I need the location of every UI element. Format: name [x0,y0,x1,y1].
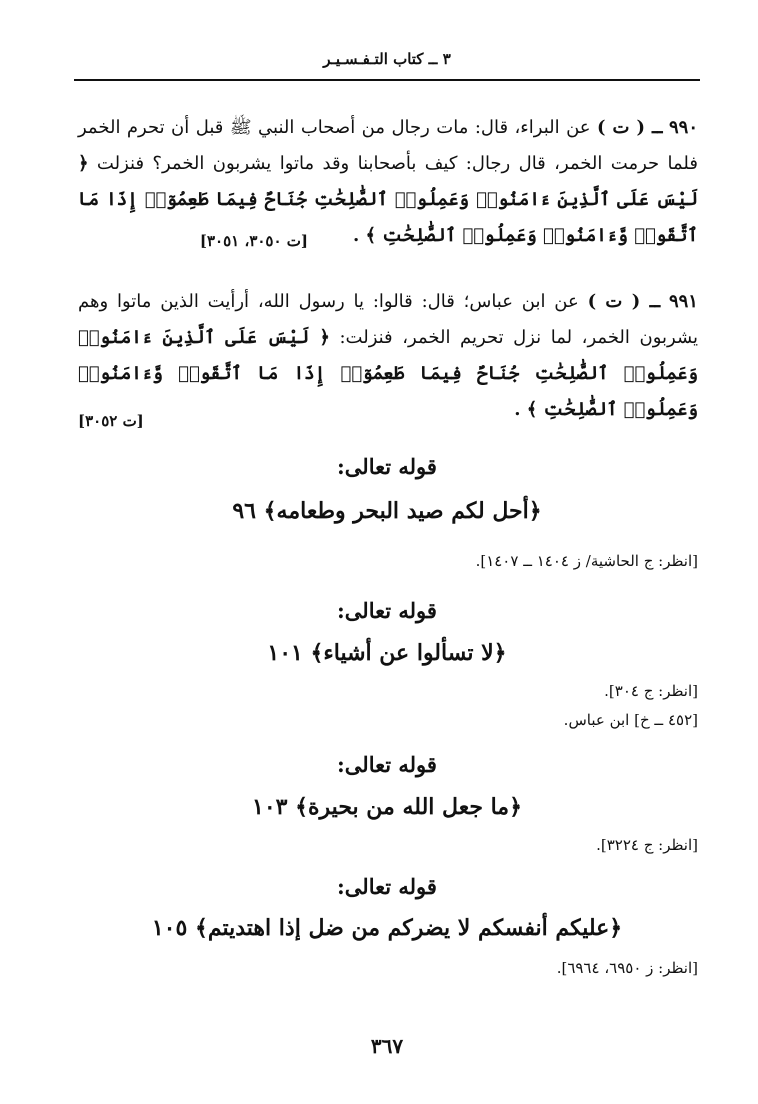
section-heading: قوله تعالى: [337,874,437,899]
hadith-reference: [ت ٣٠٥٢] [78,412,144,430]
verse-title: ﴿لا تسألوا عن أشياء﴾ ١٠١ [267,640,507,666]
cross-reference: [انظر: ج ٣٢٢٤]. [596,836,698,854]
section-heading: قوله تعالى: [337,598,437,623]
verse-title: ﴿عليكم أنفسكم لا يضركم من ضل إذا اهتديتم﴾ ١٠٥ [151,915,623,941]
section-heading: قوله تعالى: [337,454,437,479]
hadith-text: عن ابن عباس؛ قال: قالوا: يا رسول الله، أرأيت الذين ماتوا وهم يشربون الخمر، لما نزل تحريم الخمر، فنزلت: [78,291,699,348]
hadith-number: ٩٩١ [668,291,698,312]
quran-quote: ﴿ لَيْسَ عَلَى ٱلَّذِينَ ءَامَنُوا۟ وَعَمِلُوا۟ ٱلصَّٰلِحَٰتِ جُنَاحٌ فِيمَا طَعِمُوٓا۟ إِذَا مَا ٱتَّقَوا۟ وَّءَامَنُوا۟ وَعَمِلُوا۟ ٱلصَّٰلِحَٰتِ ﴾ . [78,153,698,246]
hadith-source: ــ ( ت ) [597,117,663,138]
header-rule [74,79,700,81]
hadith-text: عن البراء، قال: مات رجال من أصحاب النبي ﷺ قبل أن تحرم الخمر فلما حرمت الخمر، قال رجال: كيف بأصحابنا وقد ماتوا يشربون الخمر؟ فنزلت [78,117,698,174]
cross-reference: [انظر: ج الحاشية/ ز ١٤٠٤ ــ ١٤٠٧]. [475,552,698,570]
hadith-991 [78,284,698,428]
page-number: ٣٦٧ [370,1034,404,1058]
hadith-source: ــ ( ت ) [587,291,661,312]
cross-reference: [انظر: ز ٦٩٥٠، ٦٩٦٤]. [556,959,698,977]
verse-title: ﴿أحل لكم صيد البحر وطعامه﴾ ٩٦ [232,498,542,524]
cross-reference: [انظر: ج ٣٠٤]. [604,682,698,700]
hadith-number: ٩٩٠ [669,117,699,138]
quran-quote: ﴿ لَيْسَ عَلَى ٱلَّذِينَ ءَامَنُوا۟ وَعَمِلُوا۟ ٱلصَّٰلِحَٰتِ جُنَاحٌ فِيمَا طَعِمُوٓا۟ إِذَا مَا ٱتَّقَوا۟ وَّءَامَنُوا۟ وَعَمِلُوا۟ ٱلصَّٰلِحَٰتِ ﴾ . [78,327,698,420]
cross-reference: [٤٥٢ ــ خ] ابن عباس. [563,711,698,729]
verse-title: ﴿ما جعل الله من بحيرة﴾ ١٠٣ [252,794,522,820]
section-heading: قوله تعالى: [337,752,437,777]
running-head: ٣ ــ كتاب التـفـسـيـر [323,50,451,68]
hadith-reference: [ت ٣٠٥٠، ٣٠٥١] [199,232,308,250]
